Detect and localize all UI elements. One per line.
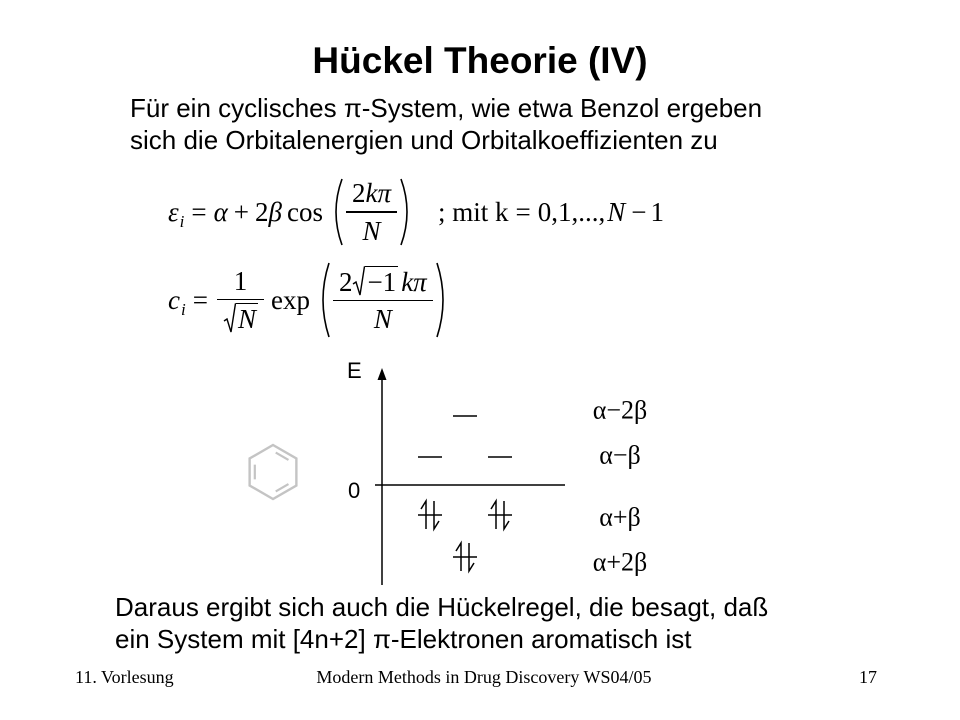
cosine-function: cos <box>286 197 323 227</box>
level-energy-label: α+β <box>599 502 641 532</box>
cosine-argument-fraction <box>346 178 397 246</box>
energy-symbol <box>168 197 185 231</box>
c-symbol: c <box>168 285 180 315</box>
radicand: −1 <box>367 266 397 297</box>
right-parenthesis <box>435 262 448 338</box>
fraction-numerator <box>228 266 254 299</box>
energy-level-3 <box>418 501 641 532</box>
energy-levels <box>418 396 647 577</box>
energy-level-diagram <box>330 350 670 590</box>
slide-title: Hückel Theorie (IV) <box>312 40 648 81</box>
orbital-energy-equation <box>168 176 664 248</box>
benzene-ring <box>250 445 297 499</box>
level-energy-label: α−2β <box>592 395 648 425</box>
left-parenthesis <box>331 178 344 246</box>
square-root <box>352 266 398 297</box>
footer-course: Modern Methods in Drug Discovery WS04/05 <box>316 667 652 687</box>
intro-line: sich die Orbitalenergien und Orbitalkoeffizienten zu <box>130 125 718 155</box>
fraction-numerator <box>333 266 433 300</box>
numerator-variables: kπ <box>365 178 391 209</box>
beta-symbol: β <box>268 197 282 227</box>
alpha-symbol: α <box>213 197 228 227</box>
benzene-structure <box>240 435 306 511</box>
condition-prefix: ; mit k <box>438 197 509 227</box>
energy-axis-arrowhead <box>378 368 387 380</box>
beta-factor: 2 <box>255 197 269 227</box>
page-number: 17 <box>859 667 877 687</box>
condition-minus: − <box>631 197 647 227</box>
fraction-denominator: N <box>362 215 381 246</box>
conclusion-line: Daraus ergibt sich auch die Hückelregel, die besagt, daß <box>115 592 769 622</box>
right-parenthesis <box>399 178 412 246</box>
level-energy-label: α−β <box>599 440 641 470</box>
level-energy-label: α+2β <box>592 547 648 577</box>
energy-axis-label: E <box>347 358 362 383</box>
conclusion-line: ein System mit [4n+2] π-Elektronen aromatisch ist <box>115 624 692 654</box>
square-root-sign <box>352 266 365 297</box>
intro-paragraph <box>130 92 762 156</box>
normalization-fraction <box>217 266 264 335</box>
orbital-coefficient-equation <box>168 262 448 338</box>
energy-level-1 <box>453 396 647 425</box>
index-subscript: i <box>180 300 186 319</box>
coefficient-symbol <box>168 285 186 319</box>
numerator-variables: kπ <box>401 266 427 297</box>
footer-lecture: 11. Vorlesung <box>75 667 174 687</box>
index-subscript: i <box>179 212 185 231</box>
left-parenthesis <box>318 262 331 338</box>
exponential-function: exp <box>270 285 310 315</box>
fraction-numerator <box>346 178 397 211</box>
condition-one: 1 <box>650 197 664 227</box>
numerator-coefficient: 2 <box>338 266 353 297</box>
condition-values: 0,1,..., <box>537 197 606 227</box>
condition-equals: = <box>515 197 531 227</box>
index-range-condition <box>438 197 664 227</box>
prefactor-numerator: 1 <box>233 265 248 296</box>
square-root <box>223 303 258 334</box>
energy-level-4 <box>453 543 647 577</box>
fraction-denominator <box>217 300 264 334</box>
radicand: N <box>237 304 256 335</box>
square-root-sign <box>223 303 236 334</box>
conclusion-paragraph <box>115 591 768 655</box>
epsilon-symbol: ε <box>168 197 179 227</box>
intro-line: Für ein cyclisches π-System, wie etwa Benzol ergeben <box>130 93 763 123</box>
plus-sign: + <box>233 197 250 227</box>
energy-level-2 <box>418 441 641 470</box>
condition-upper: N <box>607 197 626 227</box>
equals-sign: = <box>191 197 207 227</box>
fraction-denominator: N <box>373 304 392 335</box>
zero-label: 0 <box>348 478 361 503</box>
numerator-coefficient: 2 <box>351 178 366 209</box>
exponent-argument-fraction <box>333 266 433 335</box>
equals-sign: = <box>192 285 208 315</box>
